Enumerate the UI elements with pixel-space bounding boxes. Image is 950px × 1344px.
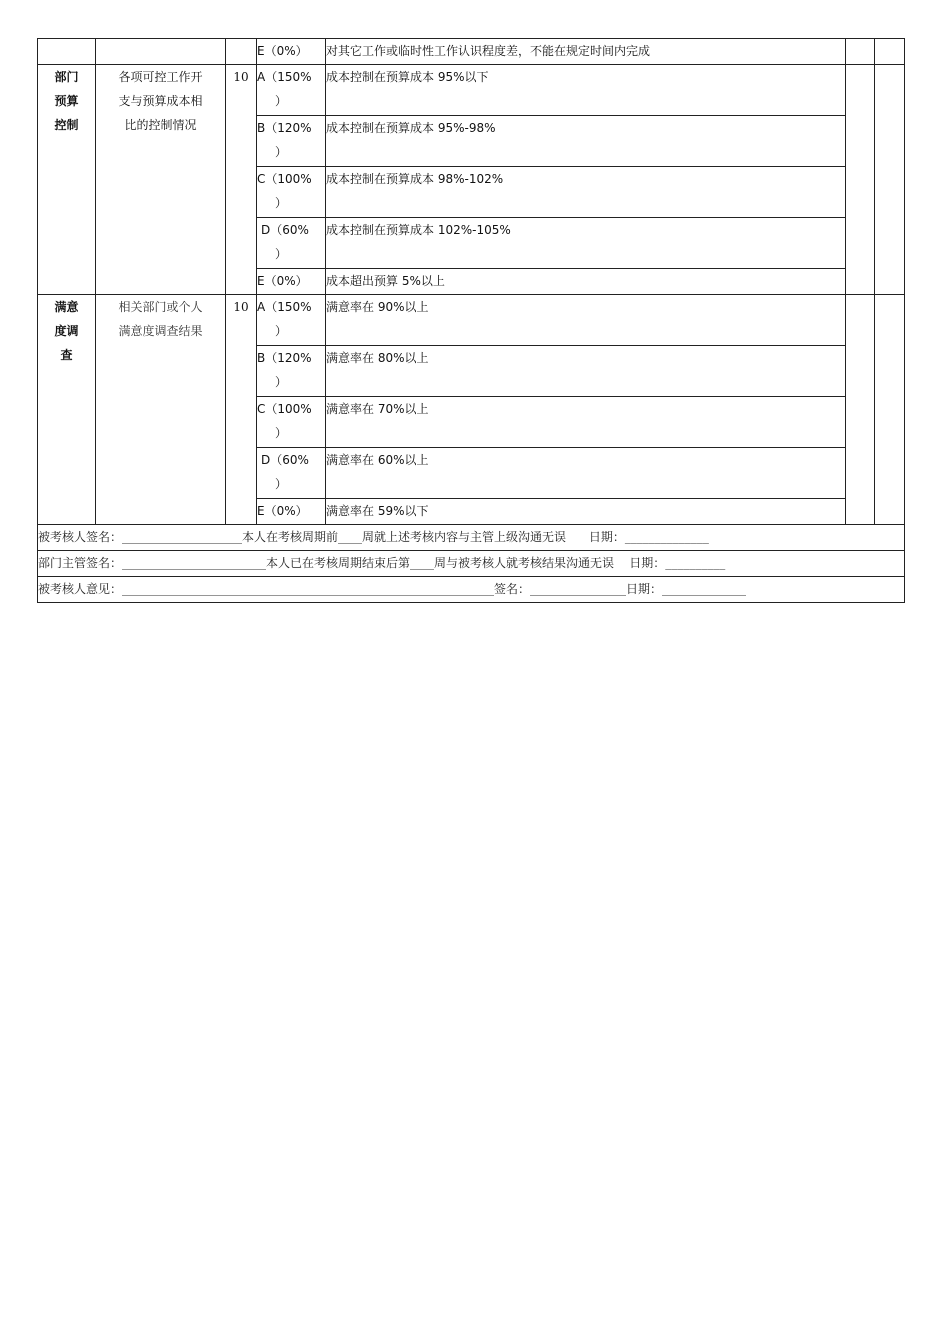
grade-line: B（120% <box>257 121 312 135</box>
category-line: 查 <box>60 348 73 362</box>
assessee-opinion-line[interactable]: 被考核人意见：______________________________________________________________签名：________________日期：______________ <box>38 577 905 603</box>
score-cell <box>846 65 875 295</box>
grade-line: ） <box>275 375 288 389</box>
remark-cell <box>875 65 905 295</box>
item-cell <box>96 65 226 295</box>
empty-cell <box>38 39 96 65</box>
signature-row <box>38 577 905 603</box>
empty-cell <box>96 39 226 65</box>
grade-line: ） <box>275 145 288 159</box>
grade-line: D（60% <box>261 223 309 237</box>
description-cell: 对其它工作或临时性工作认识程度差，不能在规定时间内完成 <box>326 39 846 65</box>
grade-cell: E（0%） <box>257 499 326 525</box>
category-cell <box>38 65 96 295</box>
description-cell: 成本控制在预算成本 95%以下 <box>326 65 846 116</box>
table-row <box>38 39 905 65</box>
item-cell <box>96 295 226 525</box>
supervisor-signature-line[interactable]: 部门主管签名：________________________本人已在考核周期结束后第____周与被考核人就考核结果沟通无误 日期：__________ <box>38 551 905 577</box>
category-cell <box>38 295 96 525</box>
description-cell: 满意率在 60%以上 <box>326 448 846 499</box>
signature-row <box>38 551 905 577</box>
item-line: 满意度调查结果 <box>118 324 203 338</box>
grade-line: ） <box>275 196 288 210</box>
table-row <box>38 295 905 346</box>
grade-line: ） <box>275 477 288 491</box>
grade-line: ） <box>275 94 288 108</box>
empty-cell <box>226 39 257 65</box>
assessee-signature-line[interactable]: 被考核人签名：____________________本人在考核周期前____周就上述考核内容与主管上级沟通无误 日期：______________ <box>38 525 905 551</box>
description-cell: 成本控制在预算成本 102%-105% <box>326 218 846 269</box>
grade-cell: E（0%） <box>257 39 326 65</box>
grade-cell <box>257 448 326 499</box>
category-line: 控制 <box>54 118 79 132</box>
category-line: 部门 <box>54 70 79 84</box>
grade-cell <box>257 346 326 397</box>
remark-cell <box>875 295 905 525</box>
grade-cell <box>257 397 326 448</box>
grade-line: ） <box>275 247 288 261</box>
grade-line: A（150% <box>257 70 312 84</box>
score-cell <box>846 39 875 65</box>
grade-cell <box>257 167 326 218</box>
grade-line: C（100% <box>257 402 312 416</box>
grade-cell <box>257 218 326 269</box>
item-line: 比的控制情况 <box>124 118 197 132</box>
weight-cell: 10 <box>226 65 257 295</box>
grade-line: D（60% <box>261 453 309 467</box>
description-cell: 满意率在 59%以下 <box>326 499 846 525</box>
description-cell: 成本控制在预算成本 95%-98% <box>326 116 846 167</box>
grade-cell <box>257 65 326 116</box>
grade-cell <box>257 295 326 346</box>
signature-row <box>38 525 905 551</box>
category-line: 度调 <box>54 324 79 338</box>
weight-cell: 10 <box>226 295 257 525</box>
assessment-table <box>37 38 905 603</box>
description-cell: 满意率在 70%以上 <box>326 397 846 448</box>
item-line: 支与预算成本相 <box>118 94 203 108</box>
grade-line: B（120% <box>257 351 312 365</box>
category-line: 预算 <box>54 94 79 108</box>
grade-cell <box>257 116 326 167</box>
description-cell: 满意率在 90%以上 <box>326 295 846 346</box>
category-line: 满意 <box>54 300 79 314</box>
grade-line: ） <box>275 426 288 440</box>
grade-line: A（150% <box>257 300 312 314</box>
score-cell <box>846 295 875 525</box>
item-line: 相关部门或个人 <box>118 300 203 314</box>
grade-line: ） <box>275 324 288 338</box>
description-cell: 满意率在 80%以上 <box>326 346 846 397</box>
item-line: 各项可控工作开 <box>118 70 203 84</box>
table-row <box>38 65 905 116</box>
remark-cell <box>875 39 905 65</box>
grade-line: C（100% <box>257 172 312 186</box>
description-cell: 成本控制在预算成本 98%-102% <box>326 167 846 218</box>
description-cell: 成本超出预算 5%以上 <box>326 269 846 295</box>
grade-cell: E（0%） <box>257 269 326 295</box>
